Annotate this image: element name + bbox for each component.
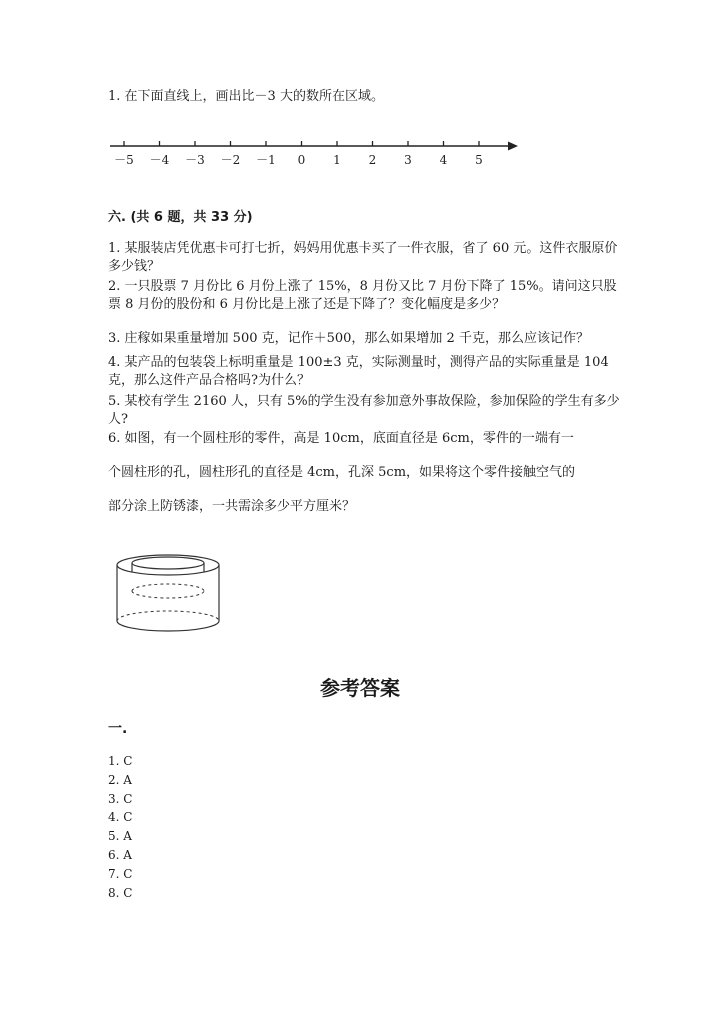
problem-6-line-2: 个圆柱形的孔，圆柱形孔的直径是 4cm，孔深 5cm，如果将这个零件接触空气的 <box>108 465 576 480</box>
hole-top-rim <box>132 557 204 569</box>
answer-item: 4. C <box>108 810 133 825</box>
number-line-label: －4 <box>149 153 170 167</box>
hole-bottom-front <box>132 591 204 598</box>
answer-item: 1. C <box>108 754 133 768</box>
cylinder-figure <box>108 548 228 638</box>
number-line-label: －3 <box>185 153 205 167</box>
number-line-label: －5 <box>114 153 134 167</box>
answer-item: 3. C <box>108 791 133 806</box>
number-line <box>110 132 530 182</box>
cylinder-bottom-front <box>117 621 219 631</box>
question-1-text: 1. 在下面直线上，画出比－3 大的数所在区域。 <box>108 89 384 104</box>
cylinder-bottom-back <box>117 611 219 621</box>
number-line-label: 1 <box>333 153 341 167</box>
number-line-label: 4 <box>439 153 448 167</box>
number-line-label: 3 <box>404 153 412 167</box>
number-line-label: 0 <box>297 153 306 167</box>
problem-3: 3. 庄稼如果重量增加 500 克，记作＋500，那么如果增加 2 千克，那么应该记作？ <box>108 331 589 346</box>
answer-item: 5. A <box>108 829 132 844</box>
problem-4: 4. 某产品的包装袋上标明重量是 100±3 克，实际测量时，测得产品的实际重量是 104 克，那么这件产品合格吗?为什么？ <box>108 355 609 388</box>
problem-6-line-3: 部分涂上防锈漆，一共需涂多少平方厘米？ <box>108 499 356 514</box>
problem-6-line-1: 6. 如图，有一个圆柱形的零件，高是 10cm，底面直径是 6cm，零件的一端有一 <box>108 431 574 446</box>
arrow-head-icon <box>508 142 518 151</box>
problem-2: 2. 一只股票 7 月份比 6 月份上涨了 15%，8 月份又比 7 月份下降了 15%。请问这只股票 8 月份的股份和 6 月份比是上涨了还是下降了？变化幅度是多少？ <box>108 279 617 312</box>
number-line-label: －1 <box>256 153 276 167</box>
answer-list <box>108 752 132 902</box>
problem-1: 1. 某服装店凭优惠卡可打七折，妈妈用优惠卡买了一件衣服，省了 60 元。这件衣服原价多少钱？ <box>108 241 618 274</box>
hole-bottom-back <box>132 584 204 591</box>
answer-key-title: 参考答案 <box>320 676 400 700</box>
number-line-label: －2 <box>220 153 241 167</box>
answer-item: 6. A <box>108 847 132 862</box>
section-6-heading: 六. (共 6 题，共 33 分) <box>108 210 253 225</box>
problem-5: 5. 某校有学生 2160 人，只有 5%的学生没有参加意外事故保险，参加保险的学生有多少人? <box>108 394 620 427</box>
answer-item: 2. A <box>108 772 132 787</box>
number-line-label: 5 <box>475 153 483 167</box>
answer-item: 8. C <box>108 885 133 900</box>
answer-section-label: 一. <box>108 721 128 737</box>
number-line-label: 2 <box>368 153 377 167</box>
answer-item: 7. C <box>108 866 133 881</box>
